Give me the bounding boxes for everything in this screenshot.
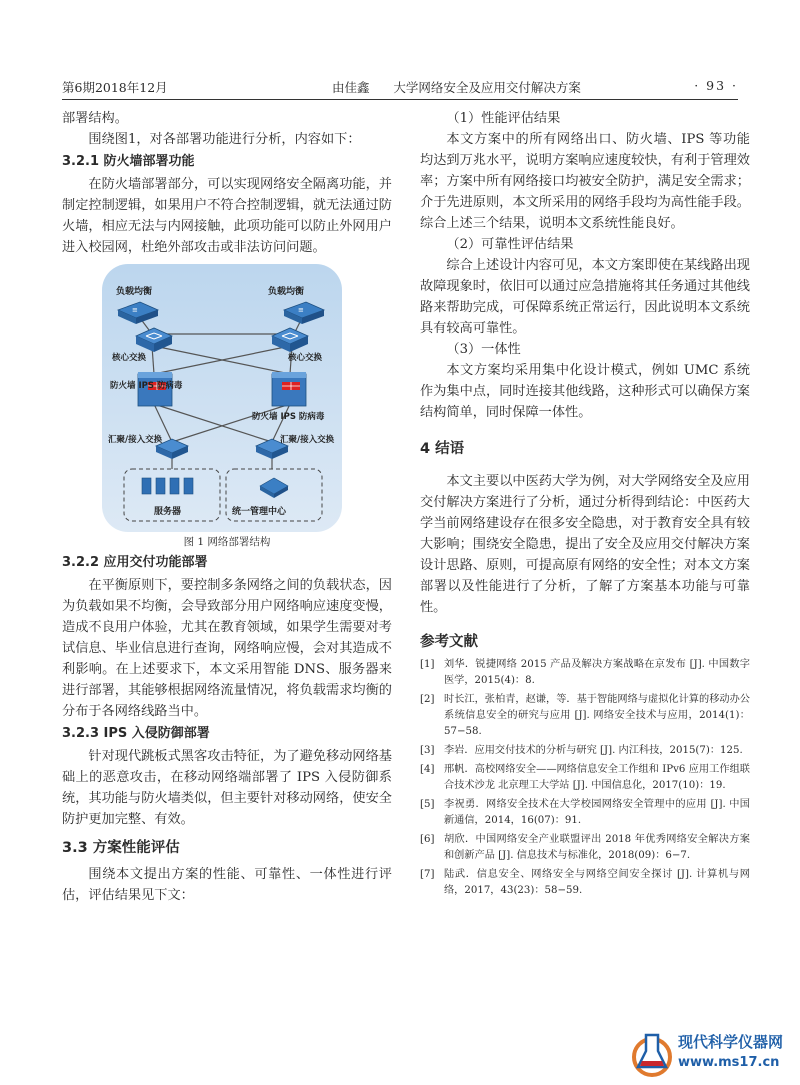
network-diagram	[102, 264, 342, 532]
svg-text:≡: ≡	[132, 306, 138, 314]
reference-item	[420, 743, 750, 759]
paragraph: 本文主要以中医药大学为例，对大学网络安全及应用交付解决方案进行了分析，通过分析得到结论：中医药大学当前网络建设存在很多安全隐患，对于教育安全具有较大影响；围绕安全隐患，提出了安全及应用交付解决方案设计思路、原则，可提高原有网络的安全性；对本文方案部署以及性能进行了分析，了解了方案基本功能与可靠性。	[420, 474, 750, 615]
agg-right-label: 汇聚/接入交换	[280, 435, 335, 445]
running-title	[332, 78, 581, 96]
header-rule	[62, 99, 738, 100]
reference-item	[420, 692, 750, 740]
paragraph: 本文方案均采用集中化设计模式，例如 UMC 系统作为集中点，同时连接其他线路，这种形式可以确保方案结构简单，同时保障一体性。	[420, 363, 750, 420]
reference-text: 邢帆．高校网络安全——网络信息安全工作组和 IPv6 应用工作组联合技术沙龙 北京理工大学站 [J]. 中国信息化，2017(10)：19.	[444, 764, 750, 791]
reference-text: 刘华．锐捷网络 2015 产品及解决方案战略在京发布 [J]. 中国数字医学，2015(4)：8.	[444, 659, 750, 686]
reference-item	[420, 657, 750, 689]
core-left-label: 核心交换	[112, 353, 147, 363]
section-heading-3-2-2: 3.2.2 应用交付功能部署	[62, 555, 208, 570]
reference-text: 李祝勇．网络安全技术在大学校园网络安全管理中的应用 [J]. 中国新通信，2014，16(07)：91.	[444, 799, 750, 826]
reference-text: 李岩．应用交付技术的分析与研究 [J]. 内江科技，2015(7)：125.	[444, 745, 743, 756]
reference-number: [4]	[420, 764, 435, 775]
paragraph: 在防火墙部署部分，可以实现网络安全隔离功能，并制定控制逻辑，如果用户不符合控制逻辑，就无法通过防火墙，相应无法与内网接触，此项功能可以防止外网用户进入校园网，杜绝外部攻击或非法访问问题。	[62, 177, 392, 255]
lb-left-label: 负载均衡	[116, 287, 153, 297]
reference-text: 时长江，张柏青，赵谦，等．基于智能网络与虚拟化计算的移动办公系统信息安全的研究与应用 [J]. 网络安全技术与应用，2014(1)：57−58.	[444, 694, 750, 737]
reference-number: [5]	[420, 799, 435, 810]
reference-number: [1]	[420, 659, 435, 670]
fw-left-label: 防火墙 IPS 防病毒	[110, 381, 183, 391]
paragraph: 综合上述设计内容可见，本文方案即使在某线路出现故障现象时，依旧可以通过应急措施将其任务通过其他线路来帮助完成，可保障系统正常运行，因此说明本文系统具有较高可靠性。	[420, 258, 750, 336]
subheading-reliability: （2）可靠性评估结果	[446, 237, 574, 252]
figure-caption: 图 1 网络部署结构	[183, 536, 271, 548]
references-heading: 参考文献	[420, 634, 478, 650]
paragraph: 围绕图1，对各部署功能进行分析，内容如下：	[88, 132, 361, 147]
reference-number: [6]	[420, 834, 435, 845]
paragraph: 部署结构。	[62, 111, 128, 126]
reference-text: 胡欣．中国网络安全产业联盟评出 2018 年优秀网络安全解决方案和创新产品 [J]. 信息技术与标准化，2018(09)：6−7.	[444, 834, 750, 861]
network-deployment-figure	[102, 264, 342, 532]
issue-date: 第6期2018年12月	[62, 80, 168, 95]
reference-item	[420, 797, 750, 829]
page-number: · 93 ·	[694, 78, 738, 93]
page-header	[62, 78, 738, 98]
section-heading-3-3: 3.3 方案性能评估	[62, 840, 180, 856]
watermark-url: www.ms17.cn	[678, 1055, 780, 1070]
site-watermark	[630, 1025, 800, 1085]
servers-label: 服务器	[154, 507, 182, 517]
paragraph: 围绕本文提出方案的性能、可靠性、一体性进行评估，评估结果见下文：	[62, 867, 392, 903]
svg-text:≡: ≡	[298, 306, 304, 314]
reference-number: [3]	[420, 745, 435, 756]
agg-left-label: 汇聚/接入交换	[108, 435, 163, 445]
paragraph: 本文方案中的所有网络出口、防火墙、IPS 等功能均达到万兆水平，说明方案响应速度较快，有利于管理效率；方案中所有网络接口均被安全防护，满足安全需求；介于先进原则，本文所采用的网络手段均为高性能手段。综合上述三个结果，说明本文系统性能良好。	[420, 132, 750, 231]
core-right-label: 核心交换	[288, 353, 323, 363]
reference-text: 陆武．信息安全、网络安全与网络空间安全探讨 [J]. 计算机与网络，2017，43(23)：58−59.	[444, 869, 750, 896]
reference-number: [2]	[420, 694, 435, 705]
paragraph: 针对现代跳板式黑客攻击特征，为了避免移动网络基础上的恶意攻击，在移动网络端部署了 IPS 入侵防御系统，其功能与防火墙类似，但主要针对移动网络，使安全防护更加完整、有效。	[62, 749, 392, 827]
mgmt-label: 统一管理中心	[232, 507, 287, 517]
article-title: 大学网络安全及应用交付解决方案	[393, 80, 581, 95]
right-column	[420, 108, 750, 902]
firewall-right-icon	[272, 372, 306, 406]
reference-item	[420, 762, 750, 794]
watermark-title: 现代科学仪器网	[678, 1033, 784, 1051]
reference-list	[420, 657, 750, 899]
left-column	[62, 108, 392, 906]
section-heading-3-2-3: 3.2.3 IPS 入侵防御部署	[62, 726, 210, 741]
subheading-performance: （1）性能评估结果	[446, 111, 561, 126]
reference-item	[420, 832, 750, 864]
reference-number: [7]	[420, 869, 435, 880]
fw-right-label: 防火墙 IPS 防病毒	[252, 412, 325, 422]
section-heading-3-2-1: 3.2.1 防火墙部署功能	[62, 154, 195, 169]
flask-logo-icon	[630, 1027, 674, 1079]
section-heading-conclusion: 4 结语	[420, 441, 465, 457]
paragraph: 在平衡原则下，要控制多条网络之间的负载状态，因为负载如果不均衡，会导致部分用户网络响应速度变慢，造成不良用户体验，尤其在教育领域，如果学生需要对考试信息、毕业信息进行查询，网络响应慢，会对其造成不利影响。在上述要求下，本文采用智能 DNS、服务器来进行部署，其能够根据网络流量情况，将负载需求均衡的分布于各网络线路当中。	[62, 578, 392, 719]
reference-item	[420, 867, 750, 899]
author-name: 由佳鑫	[332, 80, 370, 95]
subheading-integration: （3）一体性	[446, 342, 521, 357]
lb-right-label: 负载均衡	[268, 287, 305, 297]
